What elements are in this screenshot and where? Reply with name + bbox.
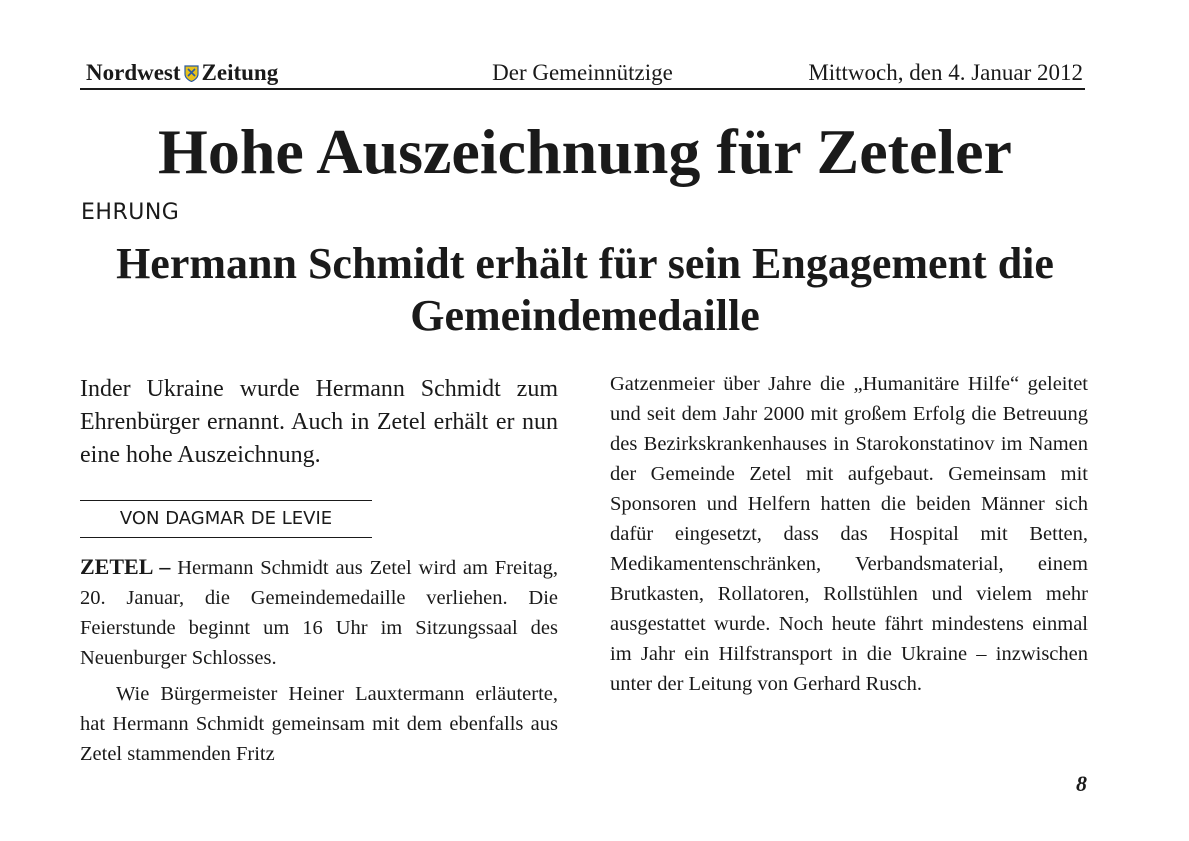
article-paragraph-1 — [80, 552, 558, 673]
article-byline: VON DAGMAR DE LEVIE — [80, 500, 372, 538]
brand-name-left: Nordwest — [86, 60, 181, 85]
article-column-right — [610, 369, 1088, 699]
article-subheadline: Hermann Schmidt erhält für sein Engagement die Gemeindemedaille — [116, 239, 1054, 340]
paragraph-1-text: Hermann Schmidt aus Zetel wird am Freitag, 20. Januar, die Gemeindemedaille verliehen. Die Feierstunde beginnt um 16 Uhr im Sitzungssaal des Neuenburger Schlosses. — [80, 557, 558, 669]
edition-title: Der Gemeinnützige — [492, 60, 673, 85]
article-kicker: EHRUNG — [81, 200, 180, 225]
article-paragraph-3: Gatzenmeier über Jahre die „Humanitäre Hilfe“ geleitet und seit dem Jahr 2000 mit großem Erfolg die Betreuung des Bezirkskrankenhauses in Starokonstatinov im Namen der Gemeinde Zetel mit aufgebaut. Gemeinsam mit Sponsoren und Helfern hatten die beiden Männer sich dafür eingesetzt, dass das Hospital mit Betten, Medikamentenschränken, Verbandsmaterial, einem Brutkasten, Rollatoren, Rollstühlen und vielem mehr ausgestattet wurde. Noch heute fährt mindestens einmal im Jahr ein Hilfstransport in die Ukraine – inzwischen unter der Leitung von Gerhard Rusch. — [610, 373, 1088, 695]
brand-name-right: Zeitung — [201, 60, 279, 85]
issue-date: Mittwoch, den 4. Januar 2012 — [808, 60, 1083, 85]
article-column-left — [80, 373, 558, 769]
article-headline: Hohe Auszeichnung für Zeteler — [158, 116, 1012, 187]
page-number: 8 — [1076, 771, 1087, 796]
article-paragraph-2: Wie Bürgermeister Heiner Lauxtermann erläuterte, hat Hermann Schmidt gemeinsam mit dem ebenfalls aus Zetel stammenden Fritz — [80, 683, 558, 765]
article-lead: Inder Ukraine wurde Hermann Schmidt zum Ehrenbürger ernannt. Auch in Zetel erhält er nun eine hohe Auszeichnung. — [80, 376, 558, 468]
article-dateline: ZETEL – — [80, 554, 171, 579]
masthead — [80, 58, 1085, 90]
